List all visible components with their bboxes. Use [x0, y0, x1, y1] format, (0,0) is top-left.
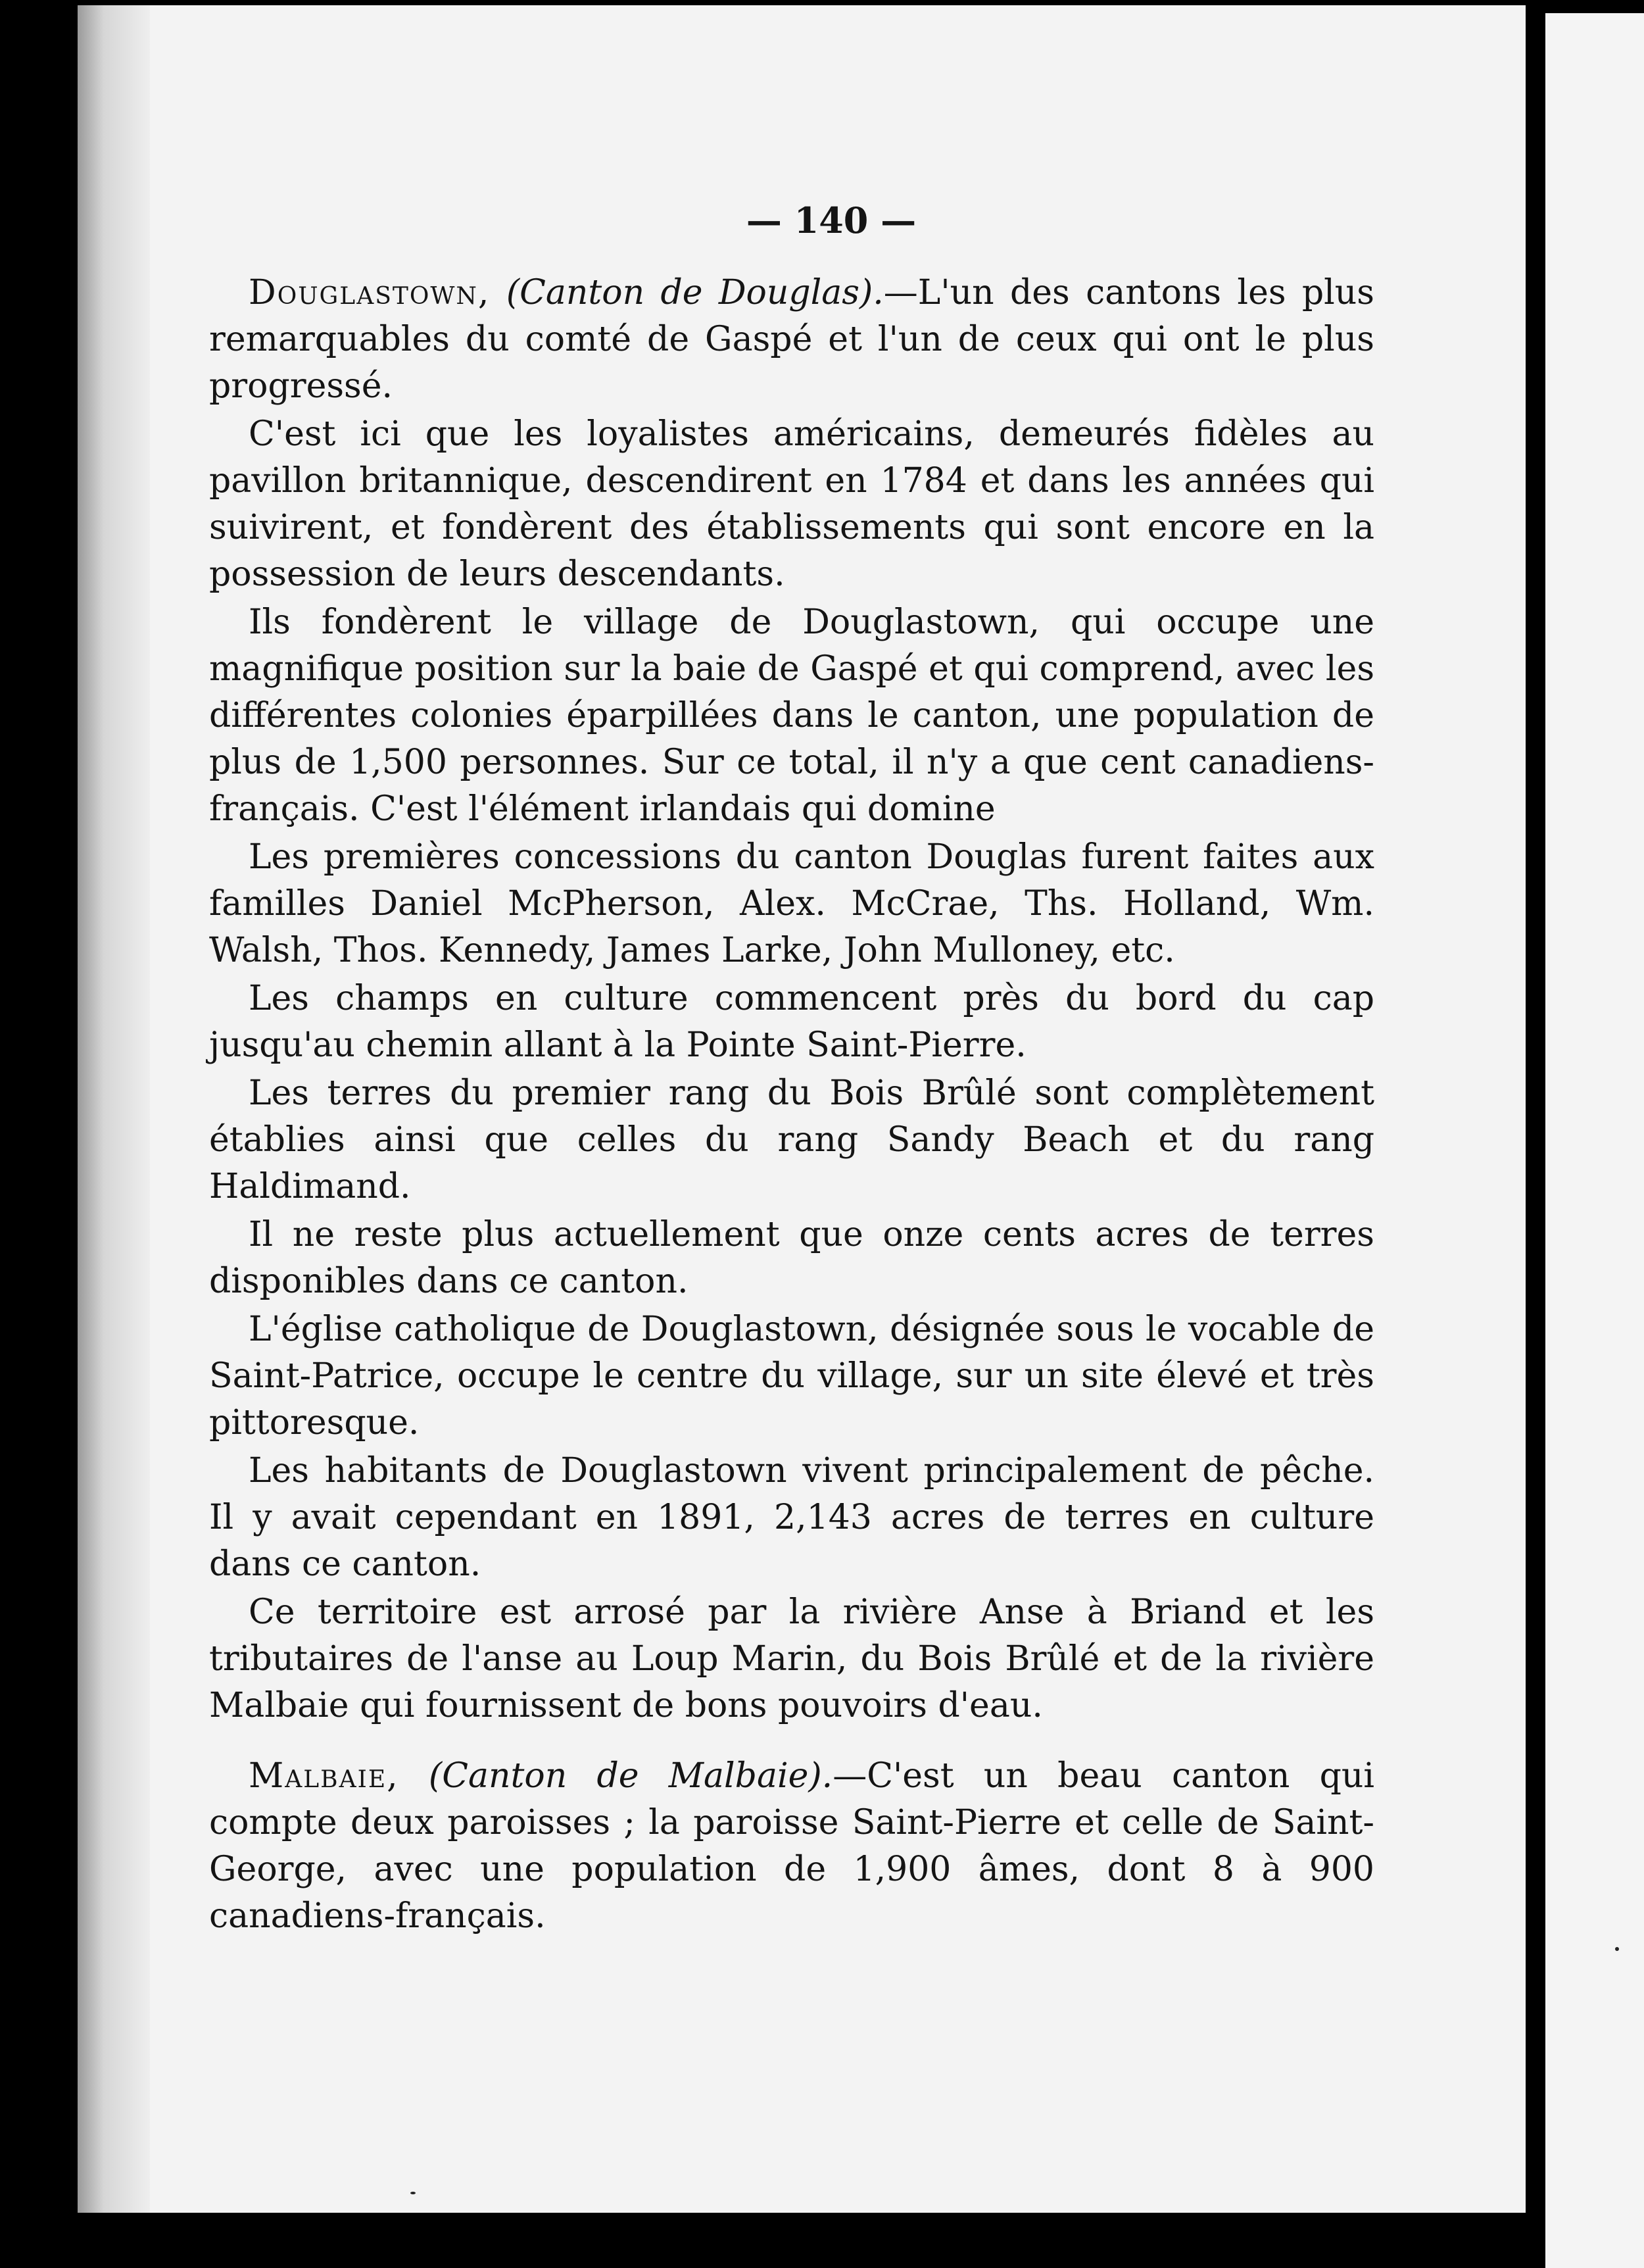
entry-heading: Malbaie, [249, 1756, 399, 1796]
paragraph: Ce territoire est arrosé par la rivière Anse à Briand et les tributaires de l'anse au Loup Marin, du Bois Brûlé et de la rivière Malbaie qui fournissent de bons pouvoirs d'eau. [209, 1592, 1374, 1725]
paragraph: Il ne reste plus actuellement que onze cents acres de terres disponibles dans ce canton. [209, 1215, 1374, 1301]
entry-subheading: (Canton de Douglas). [506, 273, 884, 312]
adjacent-page-edge [1545, 13, 1644, 2268]
paragraph: Les champs en culture commencent près du bord du cap jusqu'au chemin allant à la Pointe Saint-Pierre. [209, 979, 1374, 1065]
entry-intro-text: —L'un des cantons les plus remarquables du comté de Gaspé et l'un de ceux qui ont le plus progressé. [209, 273, 1374, 406]
entry-malbaie [209, 1753, 1374, 1940]
scan-speck [1615, 1947, 1619, 1951]
page-gutter-shadow [78, 5, 150, 2213]
paragraph: Ils fondèrent le village de Douglastown, qui occupe une magnifique position sur la baie de Gaspé et qui comprend, avec les différentes colonies éparpillées dans le canton, une population de plus de 1,500 personnes. Sur ce total, il n'y a que cent canadiens-français. C'est l'élément irlandais qui domine [209, 603, 1374, 829]
page-text [209, 197, 1374, 1940]
paragraph: C'est ici que les loyalistes américains, demeurés fidèles au pavillon britannique, descendirent en 1784 et dans les années qui suivirent, et fondèrent des établissements qui sont encore en la possession de leurs descendants. [209, 414, 1374, 594]
paragraph: Les premières concessions du canton Douglas furent faites aux familles Daniel McPherson, Alex. McCrae, Ths. Holland, Wm. Walsh, Thos. Kennedy, James Larke, John Mulloney, etc. [209, 837, 1374, 970]
entry-heading: Douglastown, [249, 273, 491, 312]
paragraph: Les terres du premier rang du Bois Brûlé sont complètement établies ainsi que celles du rang Sandy Beach et du rang Haldimand. [209, 1073, 1374, 1206]
entry-intro-text: —C'est un beau canton qui compte deux paroisses ; la paroisse Saint-Pierre et celle de Saint-George, avec une population de 1,900 âmes, dont 8 à 900 canadiens-français. [209, 1756, 1374, 1936]
paragraph: L'église catholique de Douglastown, désignée sous le vocable de Saint-Patrice, occupe le centre du village, sur un site élevé et très pittoresque. [209, 1310, 1374, 1442]
paragraph: Les habitants de Douglastown vivent principalement de pêche. Il y avait cependant en 1891, 2,143 acres de terres en culture dans ce canton. [209, 1451, 1374, 1584]
entry-subheading: (Canton de Malbaie). [428, 1756, 833, 1796]
page-number: — 140 — [746, 199, 917, 241]
entry-douglastown [209, 270, 1374, 410]
scan-speck [410, 2192, 416, 2194]
